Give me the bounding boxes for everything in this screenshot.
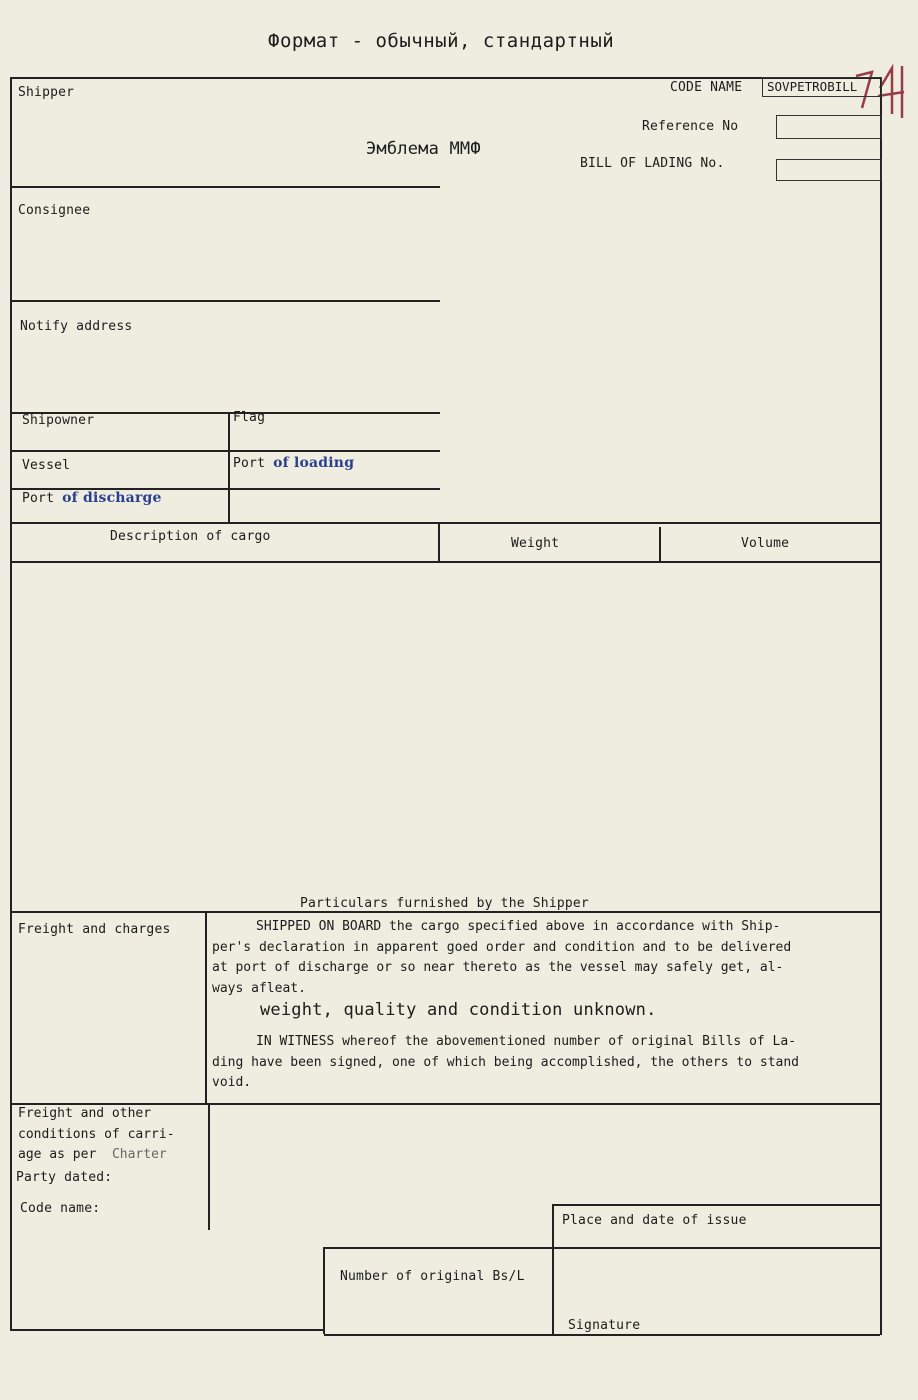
cargo-header-bottom (10, 561, 880, 563)
place-and-date-field[interactable] (555, 1230, 877, 1246)
shipper-label: Shipper (18, 85, 75, 100)
code-name-label: CODE NAME (670, 80, 743, 95)
code-name-field[interactable] (762, 77, 882, 97)
weight-quality-notice: weight, quality and condition unknown. (260, 1000, 657, 1020)
reference-no-label: Reference No (642, 119, 739, 134)
particulars-note: Particulars furnished by the Shipper (300, 896, 589, 911)
witness-line-1: IN WITNESS whereof the abovementioned number of original Bills of La- (256, 1034, 797, 1049)
freight-other-line-3: age as per Charter (18, 1147, 167, 1162)
number-of-originals-field[interactable] (326, 1290, 550, 1330)
flag-label: Flag (233, 410, 266, 425)
freight-other-line-1: Freight and other (18, 1106, 152, 1121)
description-of-cargo-label: Description of cargo (110, 529, 271, 544)
consignee-divider (10, 300, 440, 302)
cargo-col-divider-1 (438, 522, 440, 562)
bill-of-lading-no-label: BILL OF LADING No. (580, 156, 725, 171)
freight-other-line-2: conditions of carri- (18, 1126, 175, 1142)
freight-and-charges-label: Freight and charges (18, 922, 171, 937)
place-and-date-label: Place and date of issue (562, 1213, 747, 1228)
port-of-loading-handwritten: of loading (273, 455, 355, 471)
shipowner-divider (10, 450, 440, 452)
port-of-loading-label (233, 455, 354, 471)
shipowner-label: Shipowner (22, 413, 95, 428)
shipped-line-1: SHIPPED ON BOARD the cargo specified above in accordance with Ship- (256, 919, 781, 934)
consignee-label: Consignee (18, 203, 91, 218)
cargo-description-area[interactable] (12, 564, 878, 894)
shipped-line-2: per's declaration in apparent goed order and condition and to be delivered (212, 939, 792, 955)
vessel-label: Vessel (22, 458, 71, 473)
signature-label: Signature (568, 1318, 641, 1333)
freight-divider (205, 911, 207, 1104)
place-date-bottom-line (324, 1247, 880, 1249)
frame-top (10, 77, 882, 79)
port-of-discharge-label (22, 490, 162, 506)
cargo-bottom-line (10, 911, 880, 913)
port-of-loading-word: Port (233, 456, 266, 471)
charter-text: Charter (111, 1147, 167, 1162)
shipped-line-4: ways afleat. (212, 980, 306, 996)
footer-left-divider (208, 1103, 210, 1230)
bill-of-lading-no-field[interactable] (776, 159, 882, 181)
party-dated-label: Party dated: (16, 1170, 113, 1185)
emblem-label: Эмблема ММФ (366, 139, 481, 159)
frame-right (880, 77, 882, 1335)
reference-no-field[interactable] (776, 115, 882, 139)
shipped-on-board-clause (212, 917, 791, 999)
port-of-discharge-word: Port (22, 491, 55, 506)
cargo-col-divider-2 (659, 527, 661, 562)
port-of-discharge-handwritten: of discharge (62, 490, 162, 506)
code-name-value: SOVPETROBILL (767, 79, 858, 94)
shipper-divider (10, 186, 440, 188)
page-title: Формат - обычный, стандартный (268, 30, 615, 52)
originals-left-line (323, 1247, 325, 1334)
place-date-left-line (552, 1204, 554, 1336)
code-name-footer-label: Code name: (20, 1201, 101, 1216)
number-of-originals-label: Number of original Bs/L (340, 1269, 525, 1284)
cargo-top-line (10, 522, 880, 524)
notify-address-label: Notify address (20, 319, 133, 334)
ship-grid-divider (228, 412, 230, 522)
footer-bottom-line-left (10, 1329, 325, 1331)
witness-line-2: ding have been signed, one of which being accomplished, the others to stand (212, 1054, 799, 1070)
volume-label: Volume (741, 536, 790, 551)
witness-line-3: void. (212, 1075, 252, 1090)
weight-label: Weight (511, 536, 560, 551)
shipped-line-3: at port of discharge or so near thereto as the vessel may safely get, al- (212, 960, 784, 975)
freight-other-conditions-label (18, 1104, 175, 1166)
place-date-top-line (552, 1204, 880, 1206)
signature-field[interactable] (556, 1252, 878, 1314)
footer-bottom-line-right (324, 1334, 880, 1336)
in-witness-clause (212, 1032, 799, 1094)
